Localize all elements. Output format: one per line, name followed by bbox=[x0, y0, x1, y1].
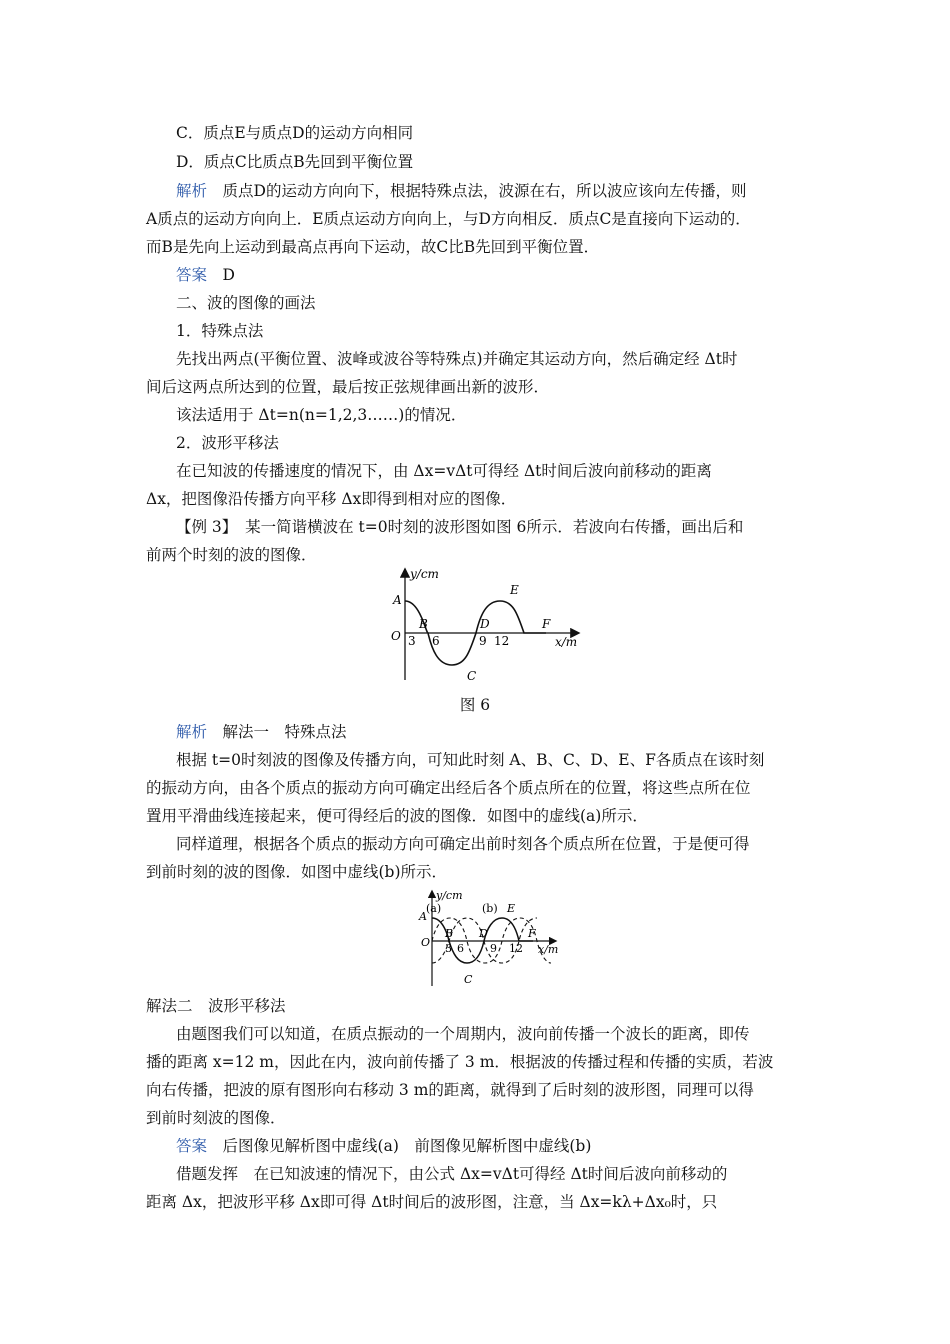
option-c: C．质点E与质点D的运动方向相同 bbox=[176, 124, 414, 142]
example-line bbox=[176, 517, 743, 537]
paragraph-line: 该法适用于 Δt=n(n=1,2,3……)的情况． bbox=[176, 406, 467, 424]
point-label-e: E bbox=[507, 902, 516, 915]
paragraph-line: 的振动方向，由各个质点的振动方向可确定出经后各个质点所在的位置，将这些点所在位 bbox=[146, 779, 751, 797]
tick-label: 6 bbox=[457, 942, 464, 955]
paragraph-line: 先找出两点(平衡位置、波峰或波谷等特殊点)并确定其运动方向，然后确定经 Δt时 bbox=[176, 350, 738, 368]
method-title: 解法二 波形平移法 bbox=[146, 997, 286, 1015]
analysis-label: 解析 bbox=[176, 723, 208, 741]
paragraph-line: 根据 t=0时刻波的图像及传播方向，可知此时刻 A、B、C、D、E、F各质点在该时刻 bbox=[176, 751, 765, 769]
y-axis-label: y/cm bbox=[410, 567, 439, 581]
tick-label: 3 bbox=[408, 634, 416, 648]
paragraph-line: 在已知波的传播速度的情况下，由 Δx=vΔt可得经 Δt时间后波向前移动的距离 bbox=[176, 462, 712, 480]
tip-line bbox=[176, 1164, 727, 1184]
figure-caption: 图 6 bbox=[459, 696, 491, 714]
x-axis-label: x/m bbox=[555, 635, 578, 649]
analysis-line bbox=[176, 722, 347, 742]
point-label-e: E bbox=[510, 583, 519, 597]
answer-value: D bbox=[222, 266, 235, 284]
point-label-d: D bbox=[479, 927, 488, 940]
point-label-c: C bbox=[464, 973, 473, 986]
analysis-label: 解析 bbox=[176, 182, 208, 200]
tick-label: 6 bbox=[432, 634, 440, 648]
origin-label: O bbox=[421, 936, 431, 949]
answer-line bbox=[176, 265, 235, 285]
tip-label: 借题发挥 bbox=[176, 1165, 239, 1183]
analysis-line: A质点的运动方向向上．E质点运动方向向上，与D方向相反．质点C是直接向下运动的． bbox=[146, 210, 751, 228]
analysis-line bbox=[176, 181, 746, 201]
paragraph-line: 播的距离 x=12 m，因此在内，波向前传播了 3 m．根据波的传播过程和传播的实质，若波 bbox=[146, 1053, 774, 1071]
answer-value: 后图像见解析图中虚线(a) 前图像见解析图中虚线(b) bbox=[222, 1137, 592, 1155]
tick-label: 9 bbox=[490, 942, 497, 955]
section-heading: 二、波的图像的画法 bbox=[176, 294, 316, 312]
paragraph-line: 由题图我们可以知道，在质点振动的一个周期内，波向前传播一个波长的距离，即传 bbox=[176, 1025, 750, 1043]
paragraph-line: 到前时刻的波的图像．如图中虚线(b)所示． bbox=[146, 863, 448, 881]
point-label-c: C bbox=[467, 669, 477, 683]
point-label-f: F bbox=[528, 927, 536, 940]
paragraph-line: Δx，把图像沿传播方向平移 Δx即得到相对应的图像． bbox=[146, 490, 517, 508]
paragraph-line: 同样道理，根据各个质点的振动方向可确定出前时刻各个质点所在位置，于是便可得 bbox=[176, 835, 750, 853]
answer-line bbox=[176, 1136, 591, 1156]
answer-label: 答案 bbox=[176, 266, 208, 284]
paragraph-line: 间后这两点所达到的位置，最后按正弦规律画出新的波形． bbox=[146, 378, 550, 396]
example-line: 前两个时刻的波的图像． bbox=[146, 546, 317, 564]
point-label-f: F bbox=[542, 617, 551, 631]
curve-label-a: (a) bbox=[426, 902, 442, 915]
tick-label: 12 bbox=[509, 942, 523, 955]
wave-figure-shifted bbox=[415, 888, 570, 988]
example-text: 某一简谐横波在 t=0时刻的波形图如图 6所示．若波向右传播，画出后和 bbox=[245, 518, 744, 536]
point-label-a: A bbox=[419, 910, 427, 923]
point-label-a: A bbox=[393, 593, 402, 607]
paragraph-line: 置用平滑曲线连接起来，便可得经后的波的图像．如图中的虚线(a)所示． bbox=[146, 807, 648, 825]
method-title: 2．波形平移法 bbox=[176, 434, 279, 452]
analysis-text: 质点D的运动方向向下，根据特殊点法，波源在右，所以波应该向左传播，则 bbox=[222, 182, 747, 200]
point-label-b: B bbox=[445, 927, 454, 940]
method-title: 1．特殊点法 bbox=[176, 322, 264, 340]
paragraph-line: 向右传播，把波的原有图形向右移动 3 m的距离，就得到了后时刻的波形图，同理可以得 bbox=[146, 1081, 754, 1099]
answer-label: 答案 bbox=[176, 1137, 208, 1155]
wave-figure-6 bbox=[370, 562, 590, 687]
origin-label: O bbox=[391, 629, 401, 643]
tick-label: 12 bbox=[494, 634, 510, 648]
x-axis-label: x/m bbox=[538, 943, 559, 956]
tick-label: 3 bbox=[445, 942, 452, 955]
point-label-b: B bbox=[419, 617, 428, 631]
paragraph-line: 到前时刻波的图像． bbox=[146, 1109, 286, 1127]
tip-line: 距离 Δx，把波形平移 Δx即可得 Δt时间后的波形图，注意，当 Δx=kλ+Δx₀时，只 bbox=[146, 1193, 718, 1211]
y-axis-label: y/cm bbox=[436, 889, 463, 902]
example-tag: 【例 3】 bbox=[176, 518, 230, 536]
analysis-title: 解法一 特殊点法 bbox=[222, 723, 347, 741]
tip-text: 在已知波速的情况下，由公式 Δx=vΔt可得经 Δt时间后波向前移动的 bbox=[253, 1165, 728, 1183]
option-d: D．质点C比质点B先回到平衡位置 bbox=[176, 153, 414, 171]
tick-label: 9 bbox=[479, 634, 487, 648]
analysis-line: 而B是先向上运动到最高点再向下运动，故C比B先回到平衡位置． bbox=[146, 238, 600, 256]
curve-label-b: (b) bbox=[482, 902, 498, 915]
point-label-d: D bbox=[480, 617, 490, 631]
